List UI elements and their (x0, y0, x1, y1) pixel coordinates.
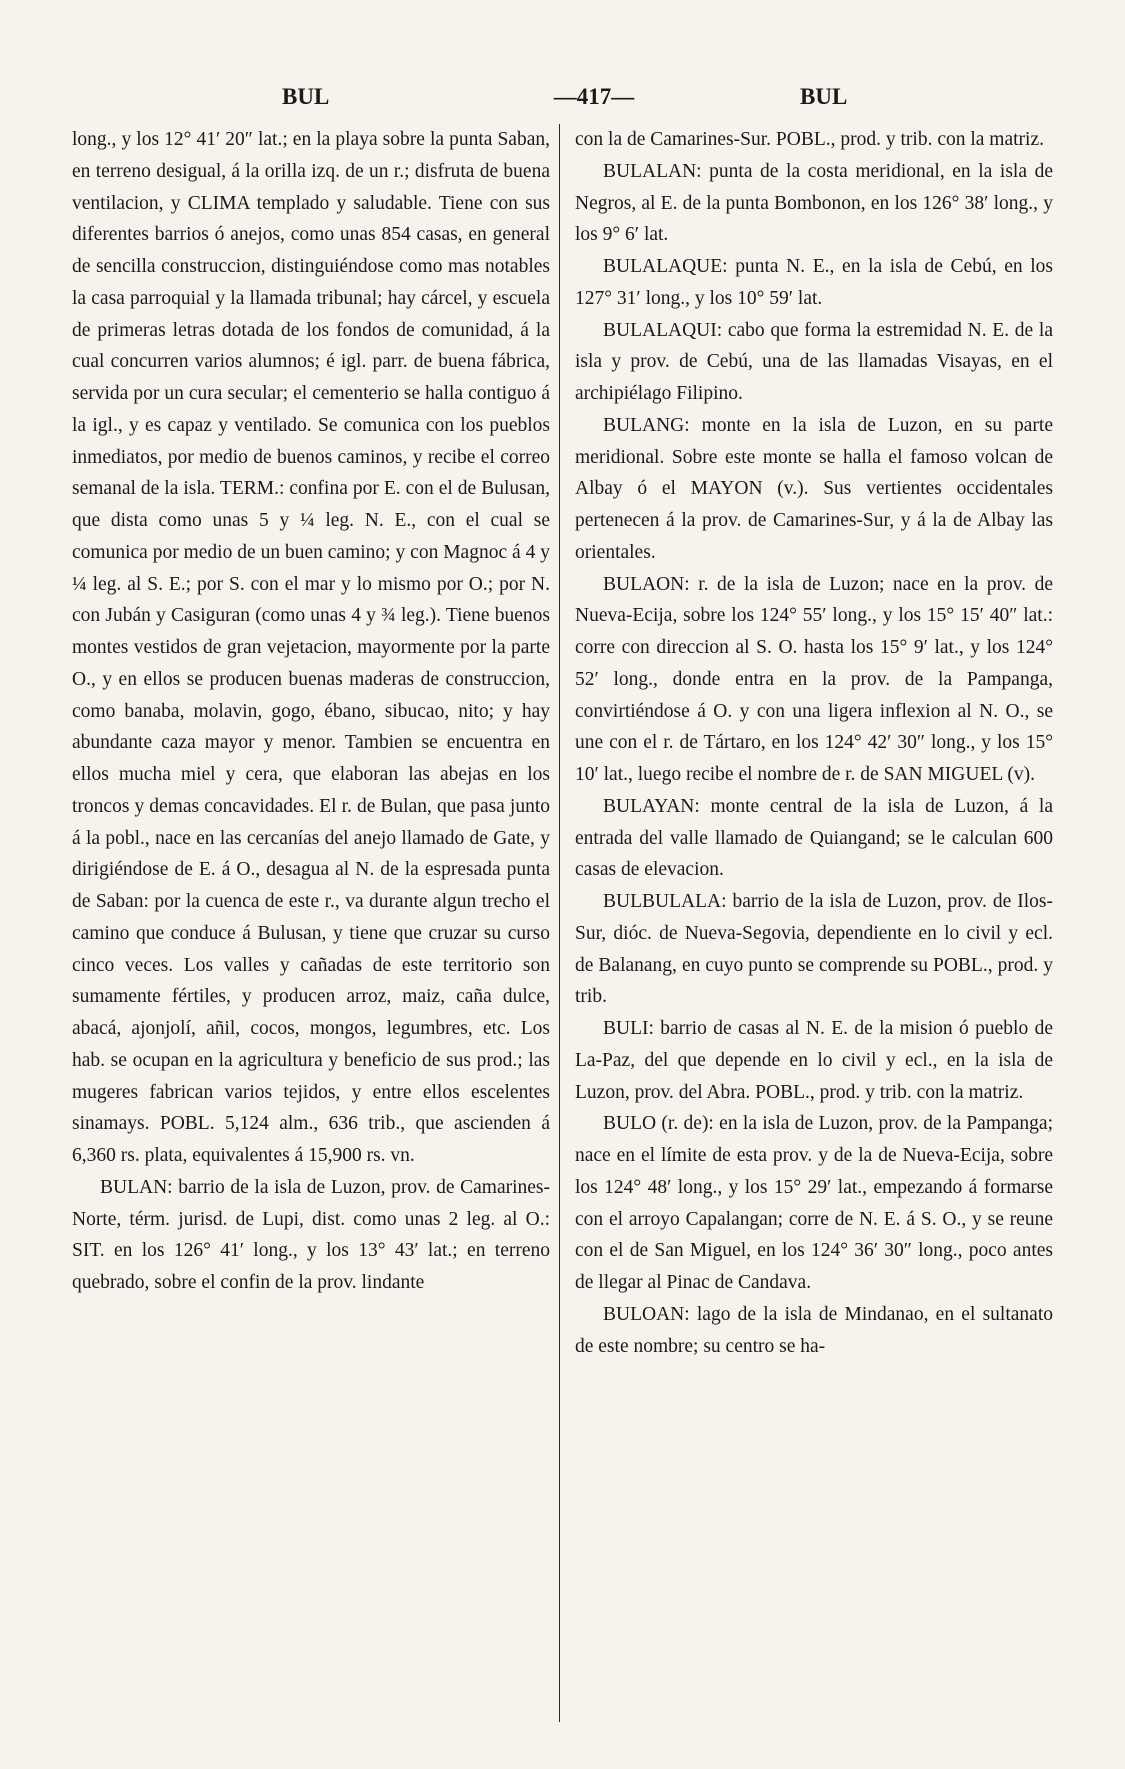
entry-buli: BULI: barrio de casas al N. E. de la mision ó pueblo de La-Paz, del que depende en lo civil y ecl., en la isla de Luzon, prov. del Abra. POBL., prod. y trib. con la matriz. (575, 1018, 1053, 1103)
entry-bulalaqui: BULALAQUI: cabo que forma la estremidad N. E. de la isla y prov. de Cebú, una de las llamadas Visayas, en el archipiélago Filipino. (575, 319, 1053, 404)
left-column (72, 124, 550, 1299)
entry-bulang: BULANG: monte en la isla de Luzon, en su parte meridional. Sobre este monte se halla el famoso volcan de Albay ó el MAYON (v.). Sus vertientes occidentales pertenecen á la prov. de Camarines-Sur, y á la de Albay las orientales. (575, 414, 1053, 563)
entry-bulayan: BULAYAN: monte central de la isla de Luzon, á la entrada del valle llamado de Quiangand; se le calculan 600 casas de elevacion. (575, 795, 1053, 881)
header-left: BUL (282, 84, 330, 109)
entry-bulbulala: BULBULALA: barrio de la isla de Luzon, prov. de Ilos-Sur, dióc. de Nueva-Segovia, dependiente en lo civil y ecl. de Balanang, en cuyo punto se comprende su POBL., prod. y trib. (575, 891, 1053, 1008)
running-header (72, 84, 1056, 114)
entry-bulalaque: BULALAQUE: punta N. E., en la isla de Cebú, en los 127° 31′ long., y los 10° 59′ lat. (575, 256, 1053, 309)
entry-bulan: BULAN: barrio de la isla de Luzon, prov. de Camarines-Norte, térm. jurisd. de Lupi, dist. como unas 2 leg. al O.: SIT. en los 126° 41′ long., y los 13° 43′ lat.; en terreno quebrado, sobre el confin de la prov. lindante (72, 1176, 550, 1293)
entry-bulalan: BULALAN: punta de la costa meridional, en la isla de Negros, al E. de la punta Bombonon, en los 126° 38′ long., y los 9° 6′ lat. (575, 160, 1053, 246)
column-divider (559, 124, 560, 1722)
paragraph: long., y los 12° 41′ 20″ lat.; en la playa sobre la punta Saban, en terreno desigual, á la orilla izq. de un r.; disfruta de buena ventilacion, y CLIMA templado y saludable. Tiene con sus diferentes barrios ó anejos, como unas 854 casas, en general de sencilla construccion, distinguiéndose como mas notables la casa parroquial y la llamada tribunal; hay cárcel, y escuela de primeras letras dotada de los fondos de comunidad, á la cual concurren varios alumnos; é igl. parr. de buena fábrica, servida por un cura secular; el cementerio se halla contiguo á la igl., y es capaz y ventilado. Se comunica con los pueblos inmediatos, por medio de buenos caminos, y recibe el correo semanal de la isla. TERM.: confina por E. con el de Bulusan, que dista como unas 5 y ¼ leg. N. E., con el cual se comunica por medio de un buen camino; y con Magnoc á 4 y ¼ leg. al S. E.; por S. con el mar y lo mismo por O.; por N. con Jubán y Casiguran (como unas 4 y ¾ leg.). Tiene buenos montes vestidos de gran vejetacion, mayormente por la parte O., y en ellos se producen buenas maderas de construccion, como banaba, molavin, gogo, ébano, sibucao, nito; y hay abundante caza mayor y menor. Tambien se encuentra en ellos mucha miel y cera, que elaboran las abejas en los troncos y demas concavidades. El r. de Bulan, que pasa junto á la pobl., nace en las cercanías del anejo llamado de Gate, y dirigiéndose de E. á O., desagua al N. de la espresada punta de Saban: por la cuenca de este r., va durante algun trecho el camino que conduce á Bulusan, y tiene que cruzar su curso cinco veces. Los valles y cañadas de este territorio son sumamente fértiles, y producen arroz, maiz, caña dulce, abacá, ajonjolí, añil, cocos, mongos, legumbres, etc. Los hab. se ocupan en la agricultura y beneficio de sus prod.; las mugeres fabrican varios tejidos, y entre ellos escelentes sinamays. POBL. 5,124 alm., 636 trib., que ascienden á 6,360 rs. plata, equivalentes á 15,900 rs. vn. (72, 129, 550, 1166)
entry-buloan: BULOAN: lago de la isla de Mindanao, en el sultanato de este nombre; su centro se ha- (575, 1303, 1053, 1357)
paragraph: con la de Camarines-Sur. POBL., prod. y trib. con la matriz. (575, 129, 1044, 150)
page-number: —417— (553, 84, 635, 109)
entry-bulo: BULO (r. de): en la isla de Luzon, prov. de la Pampanga; nace en el límite de esta prov. y de la de Nueva-Ecija, sobre los 124° 48′ long., y los 15° 29′ lat., empezando á formarse con el arroyo Capalangan; corre de N. E. á S. O., y se reune con el de San Miguel, en los 124° 36′ 30″ long., poco antes de llegar al Pinac de Candava. (575, 1113, 1053, 1293)
entry-bulaon: BULAON: r. de la isla de Luzon; nace en la prov. de Nueva-Ecija, sobre los 124° 55′ long., y los 15° 15′ 40″ lat.: corre con direccion al S. O. hasta los 15° 9′ lat., y los 124° 52′ long., donde entra en la prov. de la Pampanga, convirtiéndose á O. y con una ligera inflexion al N. O., se une con el r. de Tártaro, en los 124° 42′ 30″ long., y los 15° 10′ lat., luego recibe el nombre de r. de SAN MIGUEL (v). (575, 573, 1053, 785)
right-column (575, 124, 1053, 1362)
header-right: BUL (800, 84, 848, 109)
